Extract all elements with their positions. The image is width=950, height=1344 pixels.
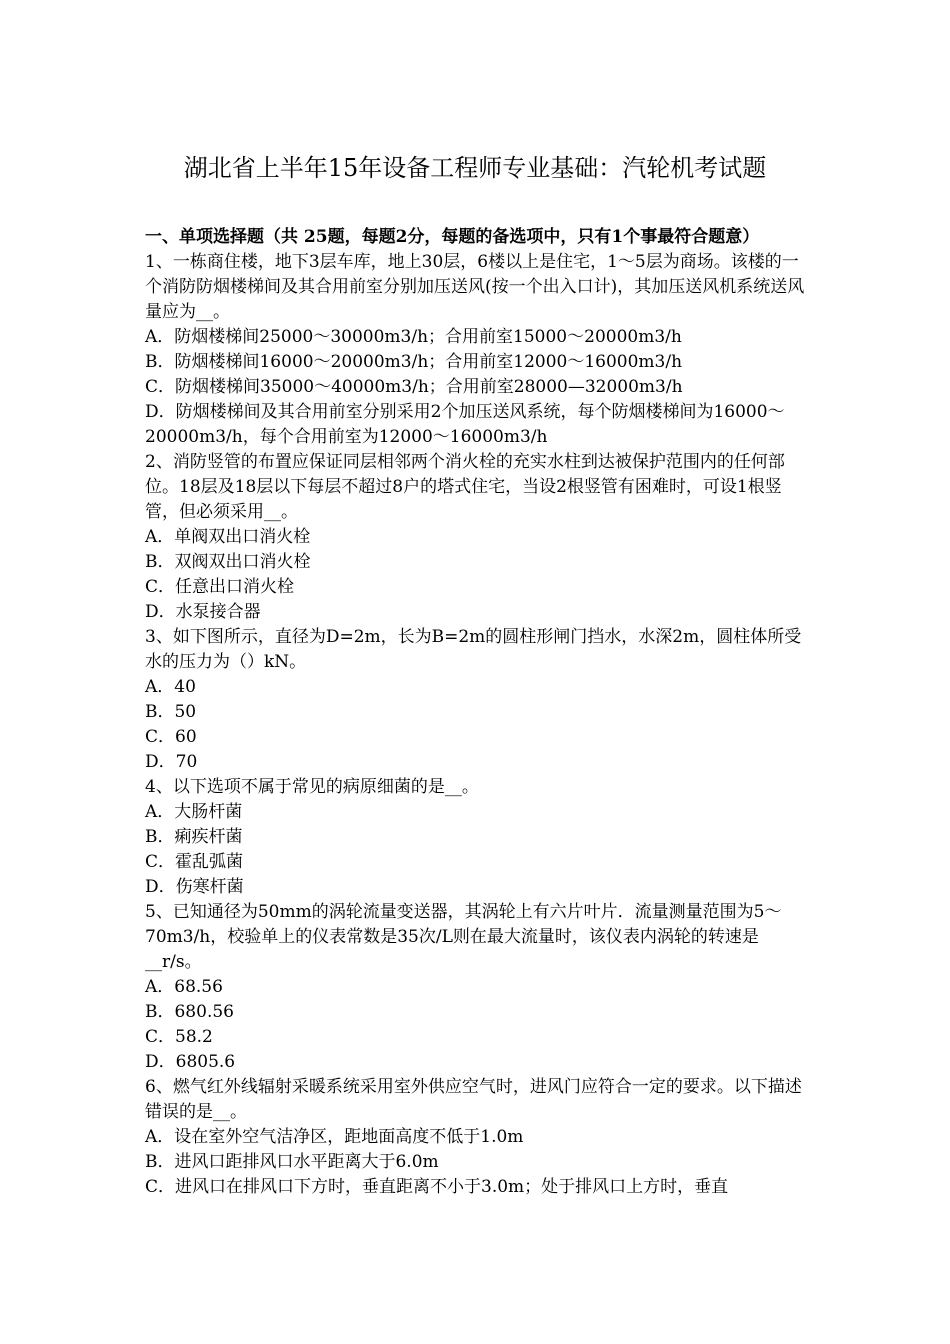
- option-d: D．70: [145, 752, 198, 772]
- document-body: [145, 225, 815, 1200]
- option-d: D．伤寒杆菌: [145, 877, 244, 897]
- option-c: C．任意出口消火栓: [145, 577, 295, 597]
- option-b: B．进风口距排风口水平距离大于6.0m: [145, 1152, 439, 1172]
- option-b: B．防烟楼梯间16000～20000m3/h；合用前室12000～16000m3/h: [145, 352, 683, 372]
- option-c: C．进风口在排风口下方时，垂直距离不小于3.0m；处于排风口上方时，垂直: [145, 1177, 729, 1197]
- question-stem: 3、如下图所示，直径为D=2m，长为B=2m的圆柱形闸门挡水，水深2m，圆柱体所受水的压力为（）kN。: [145, 627, 802, 672]
- question-1: [145, 250, 815, 450]
- option-d: D．防烟楼梯间及其合用前室分别采用2个加压送风系统，每个防烟楼梯间为16000～20000m3/h，每个合用前室为12000～16000m3/h: [145, 402, 785, 447]
- option-c: C．60: [145, 727, 197, 747]
- question-stem: 4、以下选项不属于常见的病原细菌的是__。: [145, 777, 479, 797]
- section-heading: 一、单项选择题（共 25题，每题2分，每题的备选项中，只有1个事最符合题意）: [145, 227, 760, 247]
- option-d: D．6805.6: [145, 1052, 236, 1072]
- option-b: B．痢疾杆菌: [145, 827, 243, 847]
- option-a: A．40: [145, 677, 196, 697]
- question-6: [145, 1075, 815, 1200]
- question-stem: 1、一栋商住楼，地下3层车库，地上30层，6楼以上是住宅，1～5层为商场。该楼的一个消防防烟楼梯间及其合用前室分别加压送风(按一个出入口计)，其加压送风机系统送风量应为__。: [145, 252, 805, 322]
- option-b: B．680.56: [145, 1002, 234, 1022]
- option-a: A．单阀双出口消火栓: [145, 527, 311, 547]
- question-4: [145, 775, 815, 900]
- question-stem: 5、已知通径为50mm的涡轮流量变送器，其涡轮上有六片叶片．流量测量范围为5～70m3/h，校验单上的仪表常数是35次/L则在最大流量时，该仪表内涡轮的转速是__r/s。: [145, 902, 782, 972]
- option-a: A．设在室外空气洁净区，距地面高度不低于1.0m: [145, 1127, 524, 1147]
- option-b: B．50: [145, 702, 197, 722]
- question-3: [145, 625, 815, 775]
- option-c: C．霍乱弧菌: [145, 852, 244, 872]
- question-5: [145, 900, 815, 1075]
- option-d: D．水泵接合器: [145, 602, 261, 622]
- question-2: [145, 450, 815, 625]
- question-stem: 2、消防竖管的布置应保证同层相邻两个消火栓的充实水柱到达被保护范围内的任何部位。18层及18层以下每层不超过8户的塔式住宅，当设2根竖管有困难时，可设1根竖管，但必须采用__。: [145, 452, 785, 522]
- option-c: C．58.2: [145, 1027, 213, 1047]
- option-c: C．防烟楼梯间35000～40000m3/h；合用前室28000—32000m3/h: [145, 377, 683, 397]
- document-title: 湖北省上半年15年设备工程师专业基础：汽轮机考试题: [183, 154, 767, 182]
- option-a: A．防烟楼梯间25000～30000m3/h；合用前室15000～20000m3/h: [145, 327, 682, 347]
- question-stem: 6、燃气红外线辐射采暖系统采用室外供应空气时，进风门应符合一定的要求。以下描述错误的是__。: [145, 1077, 802, 1122]
- option-a: A．大肠杆菌: [145, 802, 243, 822]
- option-a: A．68.56: [145, 977, 223, 997]
- option-b: B．双阀双出口消火栓: [145, 552, 311, 572]
